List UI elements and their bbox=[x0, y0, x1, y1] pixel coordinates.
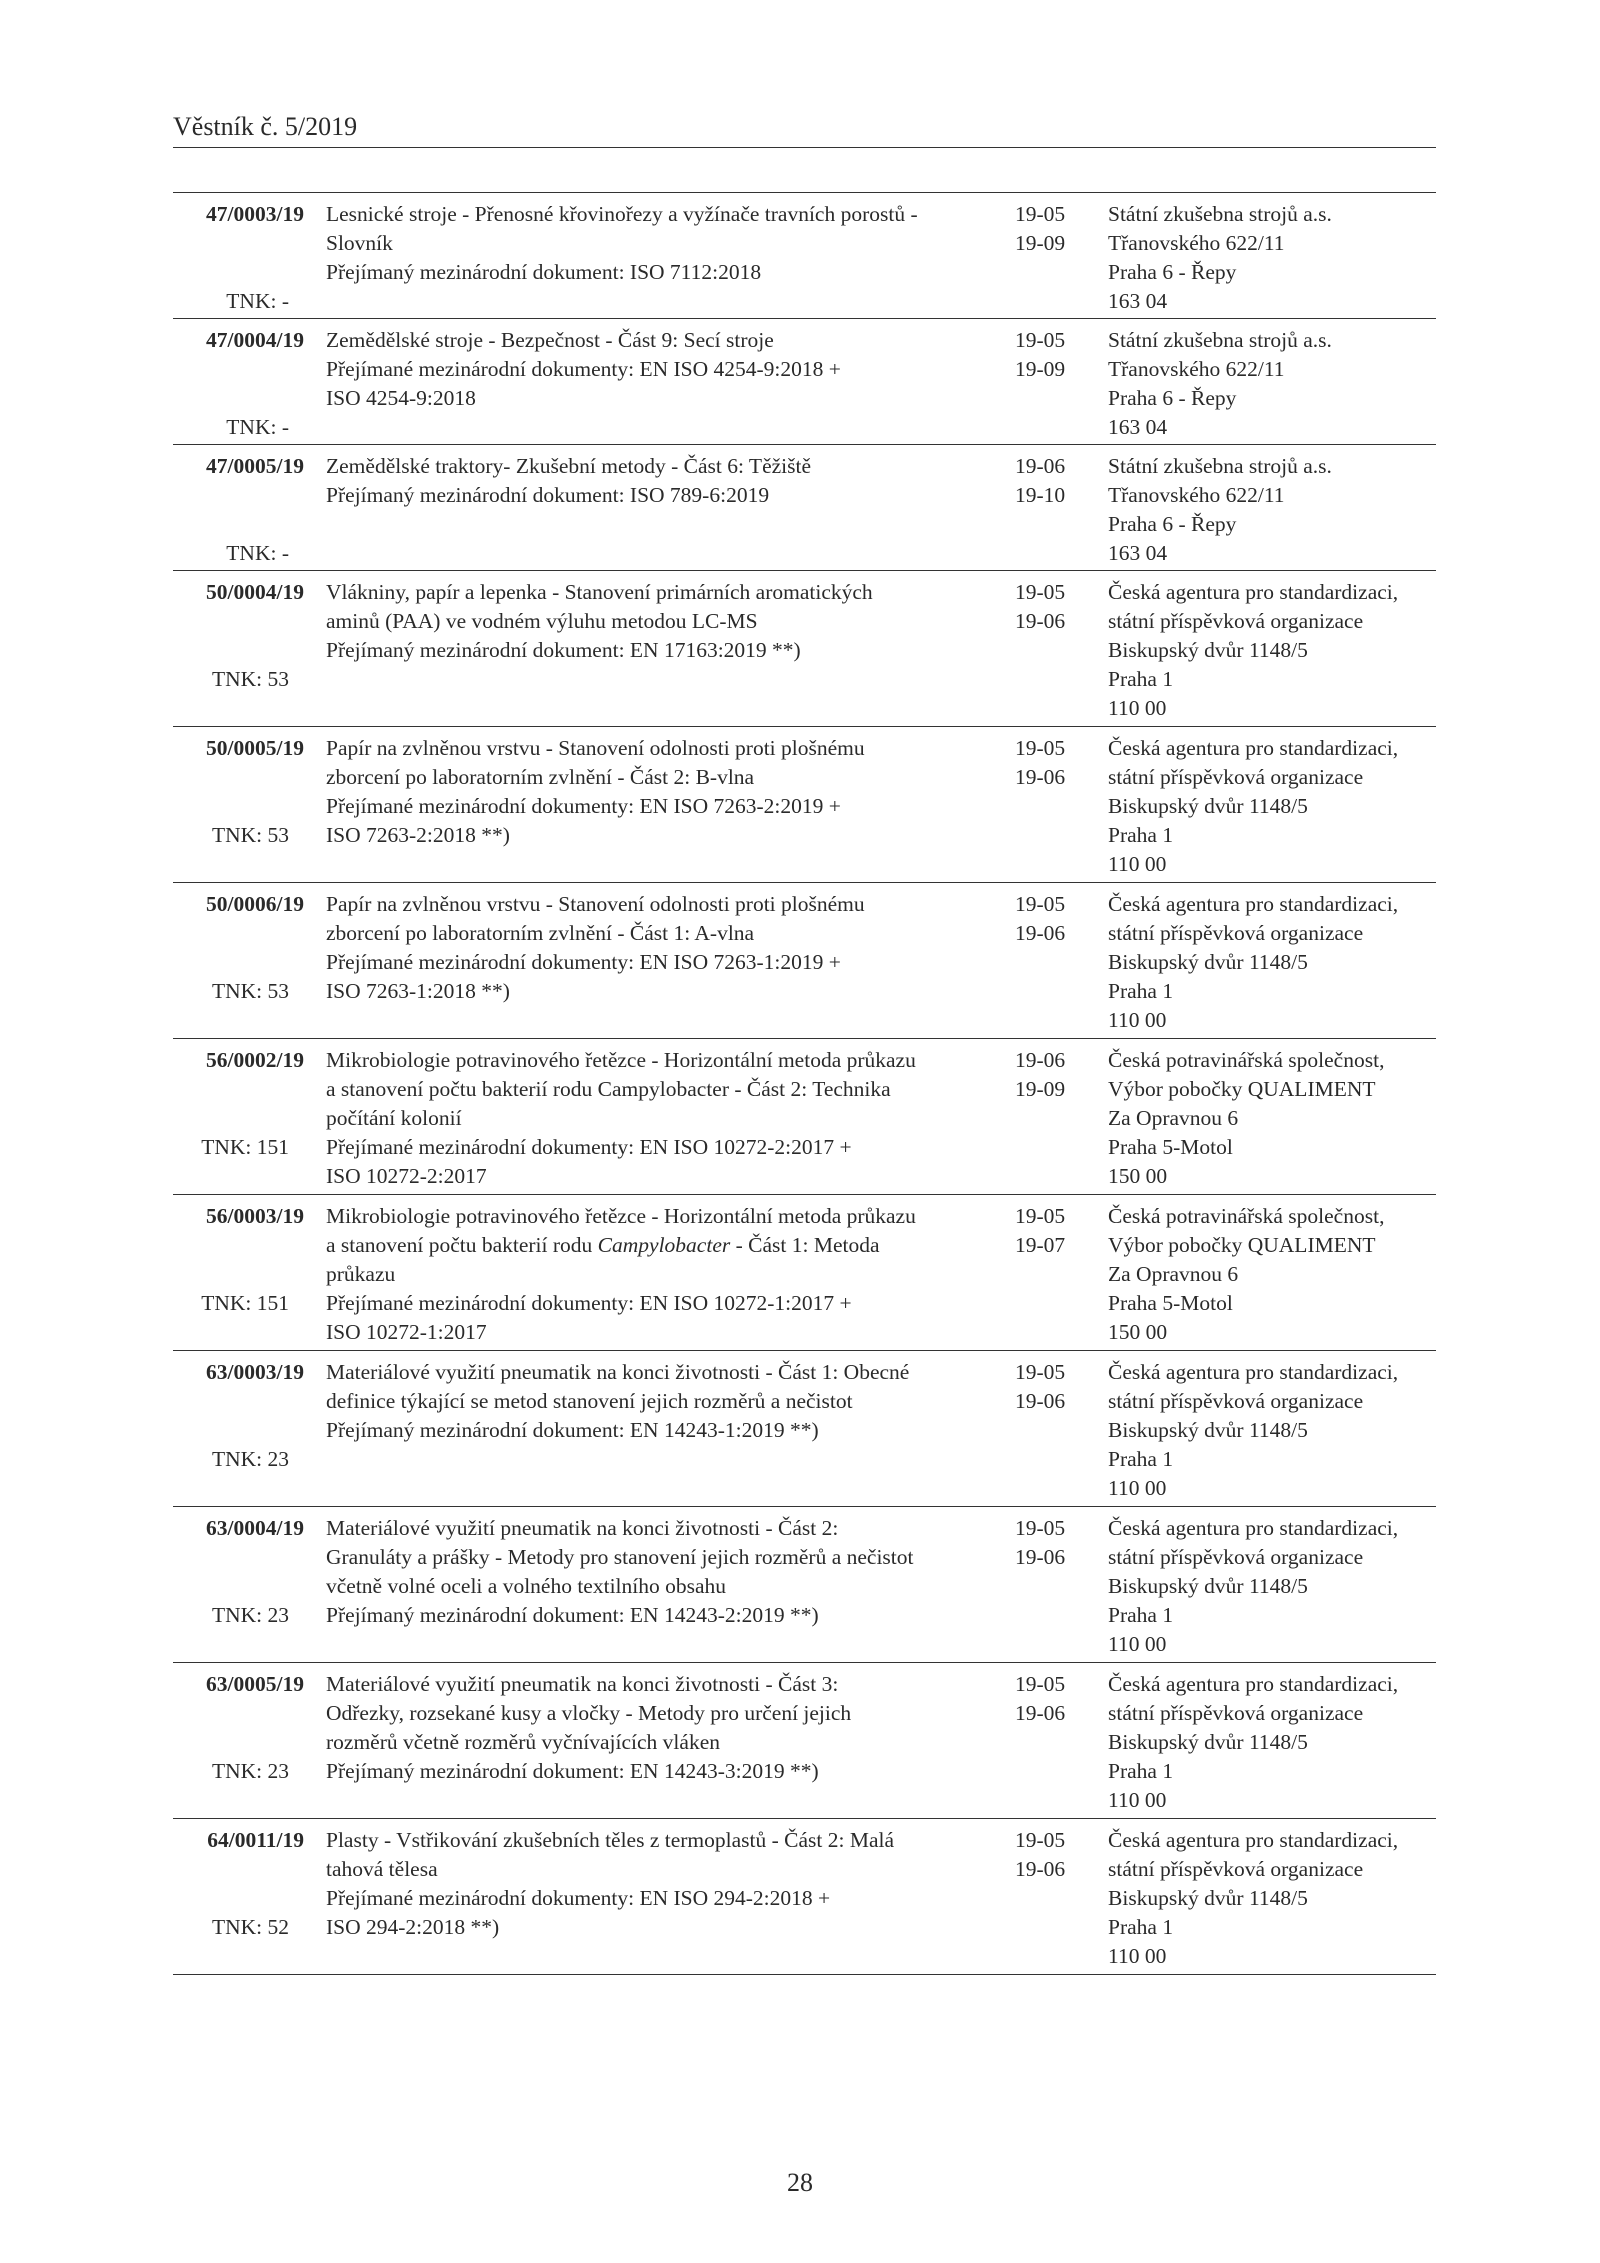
standard-code: 63/0003/19 bbox=[206, 1360, 304, 1384]
standard-title: Materiálové využití pneumatik na konci životnosti - Část 1: Obecné definice týkající se metod stanovení jejich rozměrů a nečistot Přejímaný mezinárodní dokument: EN 14243-1:2019 **) bbox=[326, 1360, 910, 1442]
table-row bbox=[173, 883, 1436, 1039]
standard-title: Zemědělské traktory- Zkušební metody - Část 6: Těžiště Přejímaný mezinárodní dokument: ISO 789-6:2019 bbox=[326, 454, 812, 507]
standard-title: Vlákniny, papír a lepenka - Stanovení primárních aromatických aminů (PAA) ve vodném výluhu metodou LC-MS Přejímaný mezinárodní dokument: EN 17163:2019 **) bbox=[326, 580, 873, 662]
dates: 19-05 19-06 bbox=[1015, 1828, 1066, 1881]
table-row bbox=[173, 1819, 1436, 1975]
institution-address: Státní zkušebna strojů a.s. Třanovského 622/11 Praha 6 - Řepy 163 04 bbox=[1108, 328, 1332, 439]
table-row bbox=[173, 1195, 1436, 1351]
institution-address: Česká agentura pro standardizaci, státní příspěvková organizace Biskupský dvůr 1148/5 Praha 1 110 00 bbox=[1108, 1360, 1399, 1500]
dates: 19-05 19-07 bbox=[1015, 1204, 1066, 1257]
dates: 19-06 19-10 bbox=[1015, 454, 1066, 507]
table-row bbox=[173, 445, 1436, 571]
standard-title: Mikrobiologie potravinového řetězce - Horizontální metoda průkazu a stanovení počtu bakterií rodu Campylobacter - Část 2: Technika počítání kolonií Přejímané mezinárodní dokumenty: EN ISO 10272-2:2017 + ISO 10272-2:2017 bbox=[326, 1048, 916, 1188]
dates: 19-05 19-06 bbox=[1015, 580, 1066, 633]
institution-address: Česká agentura pro standardizaci, státní příspěvková organizace Biskupský dvůr 1148/5 Praha 1 110 00 bbox=[1108, 892, 1399, 1032]
table-row bbox=[173, 571, 1436, 727]
standard-title: Papír na zvlněnou vrstvu - Stanovení odolnosti proti plošnému zborcení po laboratorním zvlnění - Část 2: B-vlna Přejímané mezinárodní dokumenty: EN ISO 7263-2:2019 + ISO 7263-2:2018 **) bbox=[326, 736, 865, 847]
tnk-number: TNK: 53 bbox=[211, 823, 289, 847]
title-italic-text: Campylobacter bbox=[597, 1233, 731, 1257]
standard-code: 47/0005/19 bbox=[206, 454, 304, 478]
page-number: 28 bbox=[787, 2168, 813, 2197]
standard-code: 47/0004/19 bbox=[206, 328, 304, 352]
dates: 19-05 19-06 bbox=[1015, 1672, 1066, 1725]
standard-title: Papír na zvlněnou vrstvu - Stanovení odolnosti proti plošnému zborcení po laboratorním zvlnění - Část 1: A-vlna Přejímané mezinárodní dokumenty: EN ISO 7263-1:2019 + ISO 7263-1:2018 **) bbox=[326, 892, 865, 1003]
dates: 19-05 19-06 bbox=[1015, 736, 1066, 789]
dates: 19-05 19-06 bbox=[1015, 892, 1066, 945]
table-row bbox=[173, 1507, 1436, 1663]
standard-code: 63/0004/19 bbox=[206, 1516, 304, 1540]
table-row bbox=[173, 1663, 1436, 1819]
dates: 19-06 19-09 bbox=[1015, 1048, 1066, 1101]
table-row bbox=[173, 1351, 1436, 1507]
standard-code: 64/0011/19 bbox=[207, 1828, 304, 1852]
institution-address: Česká potravinářská společnost, Výbor pobočky QUALIMENT Za Opravnou 6 Praha 5-Motol 150 00 bbox=[1108, 1204, 1385, 1344]
table-row bbox=[173, 193, 1436, 319]
standard-code: 50/0004/19 bbox=[206, 580, 304, 604]
dates: 19-05 19-06 bbox=[1015, 1360, 1066, 1413]
tnk-number: TNK: 23 bbox=[211, 1759, 289, 1783]
tnk-number: TNK: 151 bbox=[201, 1291, 289, 1315]
journal-title: Věstník č. 5/2019 bbox=[173, 112, 358, 141]
dates: 19-05 19-09 bbox=[1015, 202, 1066, 255]
tnk-number: TNK: 53 bbox=[211, 979, 289, 1003]
table-row bbox=[173, 727, 1436, 883]
tnk-number: TNK: 151 bbox=[201, 1135, 289, 1159]
institution-address: Česká agentura pro standardizaci, státní příspěvková organizace Biskupský dvůr 1148/5 Praha 1 110 00 bbox=[1108, 1672, 1399, 1812]
tnk-number: TNK: - bbox=[226, 415, 289, 439]
institution-address: Státní zkušebna strojů a.s. Třanovského 622/11 Praha 6 - Řepy 163 04 bbox=[1108, 454, 1332, 565]
table-row bbox=[173, 1039, 1436, 1195]
tnk-number: TNK: - bbox=[226, 289, 289, 313]
tnk-number: TNK: 23 bbox=[211, 1603, 289, 1627]
standard-title: Zemědělské stroje - Bezpečnost - Část 9: Secí stroje Přejímané mezinárodní dokumenty: EN ISO 4254-9:2018 + ISO 4254-9:2018 bbox=[326, 328, 841, 410]
standard-title: Materiálové využití pneumatik na konci životnosti - Část 2: Granuláty a prášky - Metody pro stanovení jejich rozměrů a nečistot včetně volné oceli a volného textilního obsahu Přejímaný mezinárodní dokument: EN 14243-2:2019 **) bbox=[326, 1516, 914, 1627]
title-text: Mikrobiologie potravinového řetězce - Horizontální metoda průkazu a stanovení počtu bakterií rodu bbox=[326, 1204, 916, 1257]
dates: 19-05 19-09 bbox=[1015, 328, 1066, 381]
tnk-number: TNK: - bbox=[226, 541, 289, 565]
standard-title: Materiálové využití pneumatik na konci životnosti - Část 3: Odřezky, rozsekané kusy a vločky - Metody pro určení jejich rozměrů včetně rozměrů vyčnívajících vláken Přejímaný mezinárodní dokument: EN 14243-3:2019 **) bbox=[326, 1672, 852, 1783]
tnk-number: TNK: 53 bbox=[211, 667, 289, 691]
standard-title: Plasty - Vstřikování zkušebních těles z termoplastů - Část 2: Malá tahová tělesa Přejímané mezinárodní dokumenty: EN ISO 294-2:2018 + ISO 294-2:2018 **) bbox=[326, 1828, 895, 1939]
standard-title: Lesnické stroje - Přenosné křovinořezy a vyžínače travních porostů - Slovník Přejímaný mezinárodní dokument: ISO 7112:2018 bbox=[326, 202, 918, 284]
standards-table bbox=[173, 192, 1436, 1975]
institution-address: Česká agentura pro standardizaci, státní příspěvková organizace Biskupský dvůr 1148/5 Praha 1 110 00 bbox=[1108, 1516, 1399, 1656]
institution-address: Česká agentura pro standardizaci, státní příspěvková organizace Biskupský dvůr 1148/5 Praha 1 110 00 bbox=[1108, 580, 1399, 720]
dates: 19-05 19-06 bbox=[1015, 1516, 1066, 1569]
institution-address: Státní zkušebna strojů a.s. Třanovského 622/11 Praha 6 - Řepy 163 04 bbox=[1108, 202, 1332, 313]
page-header bbox=[173, 112, 1436, 148]
standard-code: 50/0006/19 bbox=[206, 892, 304, 916]
institution-address: Česká potravinářská společnost, Výbor pobočky QUALIMENT Za Opravnou 6 Praha 5-Motol 150 00 bbox=[1108, 1048, 1385, 1188]
institution-address: Česká agentura pro standardizaci, státní příspěvková organizace Biskupský dvůr 1148/5 Praha 1 110 00 bbox=[1108, 1828, 1399, 1968]
standard-code: 56/0003/19 bbox=[206, 1204, 304, 1228]
institution-address: Česká agentura pro standardizaci, státní příspěvková organizace Biskupský dvůr 1148/5 Praha 1 110 00 bbox=[1108, 736, 1399, 876]
tnk-number: TNK: 23 bbox=[211, 1447, 289, 1471]
tnk-number: TNK: 52 bbox=[211, 1915, 289, 1939]
table-row bbox=[173, 319, 1436, 445]
title-text: - Část 1: Metoda průkazu Přejímané mezinárodní dokumenty: EN ISO 10272-1:2017 + ISO 10272-1:2017 bbox=[326, 1233, 880, 1344]
standard-code: 47/0003/19 bbox=[206, 202, 304, 226]
standard-code: 56/0002/19 bbox=[206, 1048, 304, 1072]
standard-code: 50/0005/19 bbox=[206, 736, 304, 760]
standard-code: 63/0005/19 bbox=[206, 1672, 304, 1696]
